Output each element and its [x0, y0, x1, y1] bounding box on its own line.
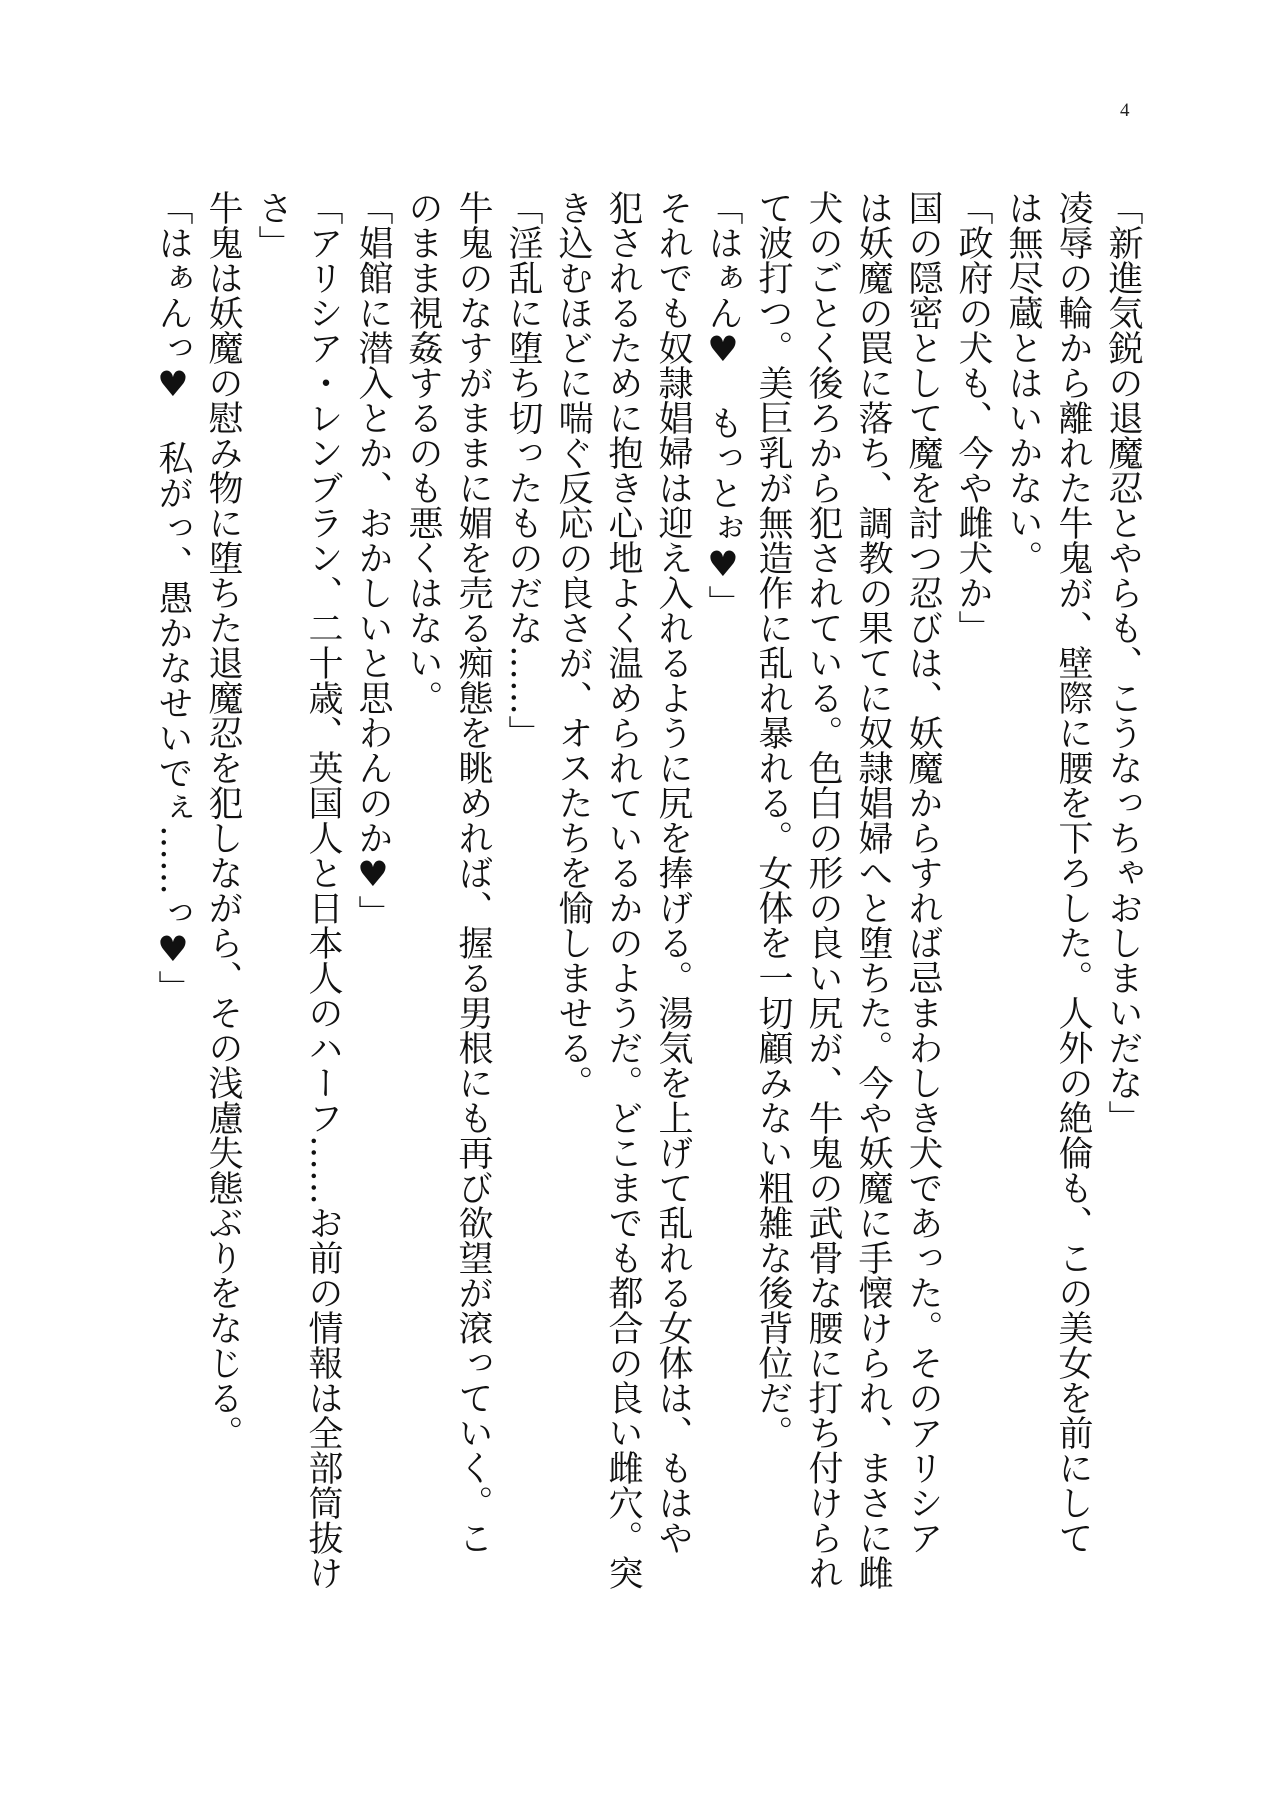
text-line: き込むほどに喘ぐ反応の良さが、オスたちを愉しませる。 — [553, 190, 593, 1100]
text-line: は妖魔の罠に落ち、調教の果てに奴隷娼婦へと堕ちた。今や妖魔に手懐けられ、まさに雌 — [853, 190, 893, 1590]
text-line: 「はぁんっ♥ 私がっ、愚かなせいでぇ……っ♥」 — [153, 190, 193, 1005]
page-number: 4 — [1120, 100, 1130, 121]
text-line: 犬のごとく後ろから犯されている。色白の形の良い尻が、牛鬼の武骨な腰に打ち付けられ — [803, 190, 843, 1590]
text-line: 牛鬼のなすがままに媚を売る痴態を眺めれば、握る男根にも再び欲望が滾っていく。こ — [453, 190, 493, 1555]
text-line: 国の隠密として魔を討つ忍びは、妖魔からすれば忌まわしき犬であった。そのアリシア — [903, 190, 943, 1555]
text-line: 「アリシア・レンブラン、二十歳、英国人と日本人のハーフ……お前の情報は全部筒抜け — [303, 190, 343, 1590]
text-line: 「娼館に潜入とか、おかしいと思わんのか♥」 — [353, 190, 393, 930]
text-line: は無尽蔵とはいかない。 — [1003, 190, 1043, 575]
text-line: 牛鬼は妖魔の慰み物に堕ちた退魔忍を犯しながら、その浅慮失態ぶりをなじる。 — [203, 190, 243, 1450]
text-line: 凌辱の輪から離れた牛鬼が、壁際に腰を下ろした。人外の絶倫も、この美女を前にして — [1053, 190, 1093, 1555]
text-line: 犯されるために抱き心地よく温められているかのようだ。どこまでも都合の良い雌穴。突 — [603, 190, 643, 1590]
text-line: 「政府の犬も、今や雌犬か」 — [953, 190, 993, 645]
text-line: さ」 — [253, 190, 293, 260]
text-line: 「新進気鋭の退魔忍とやらも、こうなっちゃおしまいだな」 — [1103, 190, 1143, 1135]
vertical-body-text — [148, 190, 1148, 1610]
text-line: 「はぁん♥ もっとぉ♥」 — [703, 190, 743, 620]
text-line: それでも奴隷娼婦は迎え入れるように尻を捧げる。湯気を上げて乱れる女体は、もはや — [653, 190, 693, 1555]
text-line: 「淫乱に堕ち切ったものだな……」 — [503, 190, 543, 750]
text-line: て波打つ。美巨乳が無造作に乱れ暴れる。女体を一切顧みない粗雑な後背位だ。 — [753, 190, 793, 1450]
text-line: のまま視姦するのも悪くはない。 — [403, 190, 443, 715]
